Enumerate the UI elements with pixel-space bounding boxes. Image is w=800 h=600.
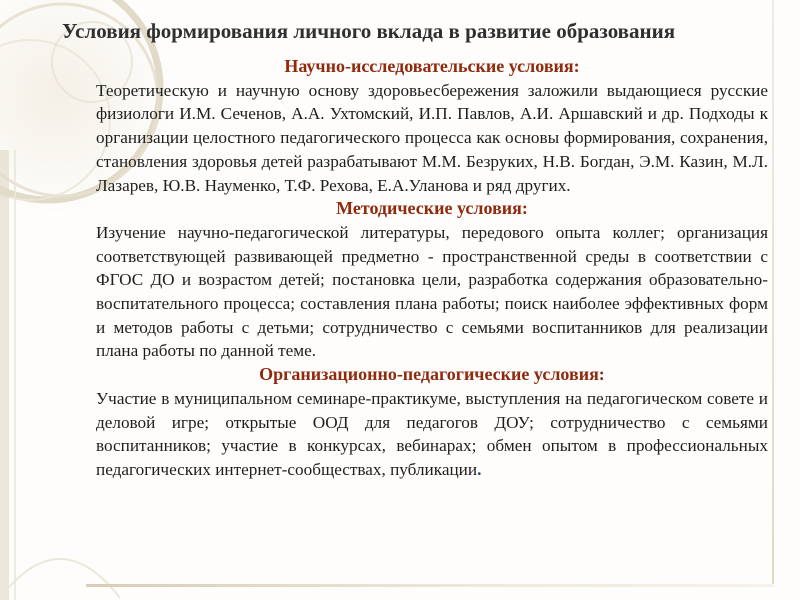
slide-body — [96, 55, 768, 482]
bottom-border-line — [86, 584, 774, 587]
slide-title: Условия формирования личного вклада в развитие образования — [62, 19, 676, 43]
section-heading-research: Научно-исследовательские условия: — [284, 56, 580, 76]
section-text-methodical: Изучение научно-педагогической литературы, передового опыта коллег; организация соответствующей развивающей предметно - пространственной среды в соответствии с ФГОС ДО и возрастом детей; постановка цели, разработка содержания образовательно-воспитательного процесса; составления плана работы; поиск наиболее эффективных форм и методов работы с детьми; сотрудничество с семьями воспитанников для реализации плана работы по данной теме. — [96, 222, 768, 361]
section-heading-methodical: Методические условия: — [336, 198, 528, 219]
end-mark: . — [477, 459, 482, 479]
section-text-organizational-content: Участие в муниципальном семинаре-практикуме, выступления на педагогическом совете и деловой игре; открытые ООД для педагогов ДОУ; сотрудничество с семьями воспитанников; участие в конкурсах, вебинарах; обмен опытом в профессиональных педагогических интернет-сообществах, публикации — [96, 388, 768, 479]
section-heading-organizational: Организационно-педагогические условия: — [259, 364, 605, 385]
section-text-research: Теоретическую и научную основу здоровьесбережения заложили выдающиеся русские физиологи И.М. Сеченов, А.А. Ухтомский, И.П. Павлов, А.И. Аршавский и др. Подходы к организации целостного педагогического процесса как основы формирования, сохранения, становления здоровья детей разрабатывают М.М. Безруких, Н.В. Богдан, Э.М. Казин, М.Л. Лазарев, Ю.В. Науменко, Т.Ф. Рехова, Е.А.Уланова и ряд других. — [96, 80, 768, 195]
section-text-organizational — [96, 387, 768, 482]
right-border-line — [772, 0, 774, 586]
